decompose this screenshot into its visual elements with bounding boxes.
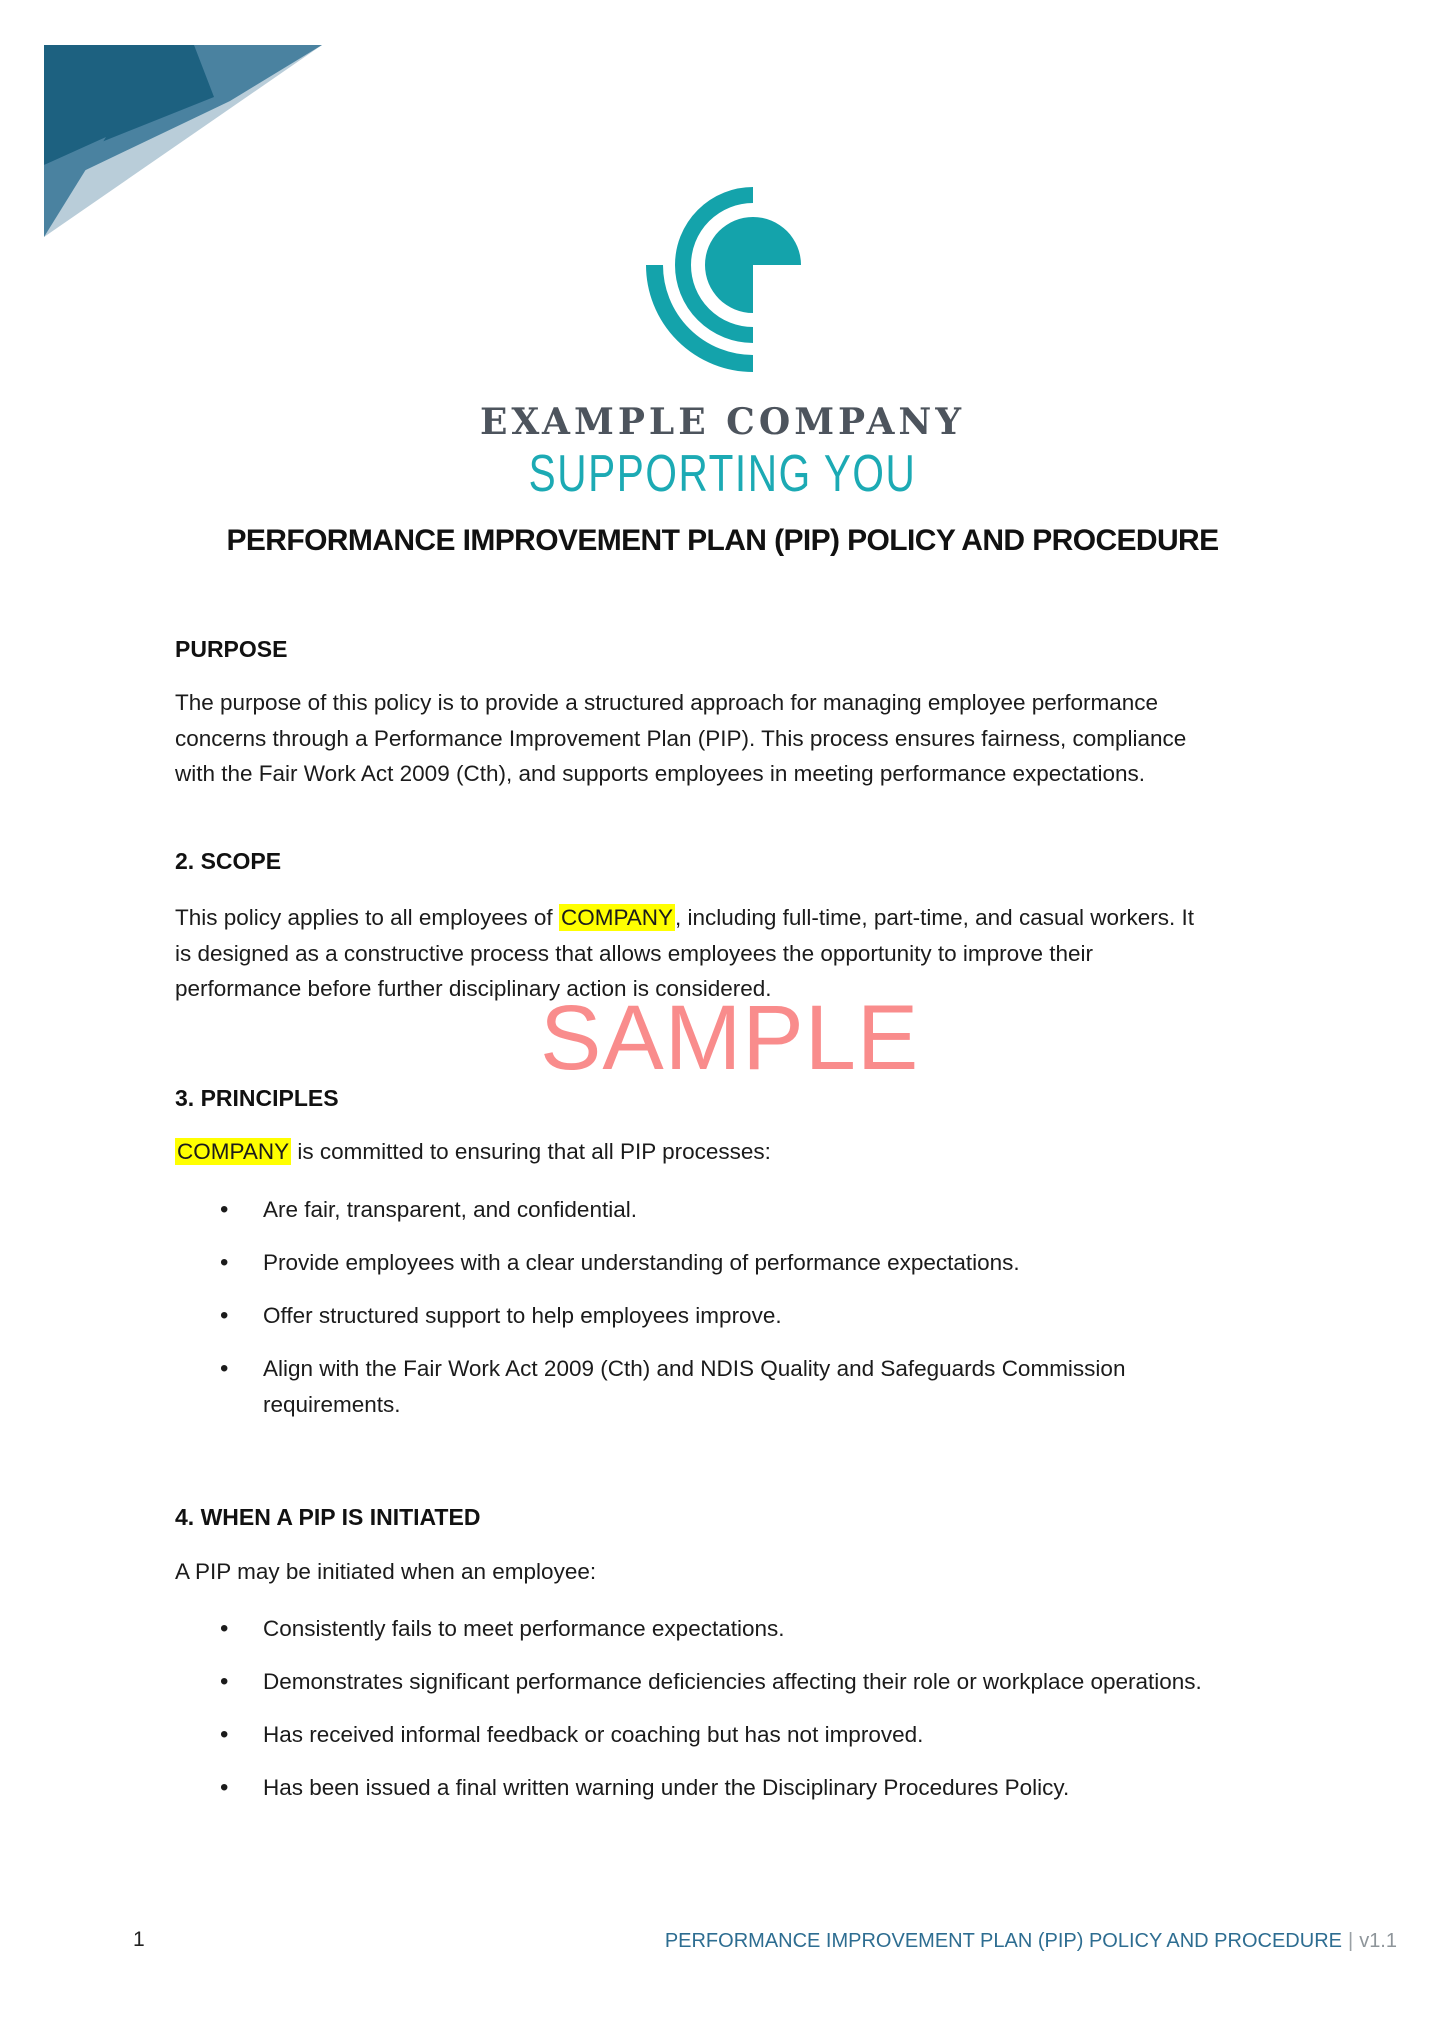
- list-item: • Are fair, transparent, and confidential.: [175, 1192, 1215, 1228]
- list-item: • Has received informal feedback or coaching but has not improved.: [175, 1717, 1215, 1753]
- company-tagline-wrap: [0, 445, 1445, 503]
- initiation-bullet-list: [175, 1611, 1215, 1823]
- footer-version: v1.1: [1359, 1930, 1397, 1952]
- initiation-heading: 4. WHEN A PIP IS INITIATED: [175, 1504, 481, 1530]
- list-item: • Has been issued a final written warning under the Disciplinary Procedures Policy.: [175, 1770, 1215, 1806]
- scope-text-after: , including full-time, part-time, and casual workers. It is designed as a constructive process that allows employees the opportunity to improve their performance before further disciplinary action is considered.: [175, 905, 1194, 1001]
- document-title: PERFORMANCE IMPROVEMENT PLAN (PIP) POLICY AND PROCEDURE: [226, 524, 1219, 557]
- list-item: • Align with the Fair Work Act 2009 (Cth) and NDIS Quality and Safeguards Commission requirements.: [175, 1351, 1215, 1422]
- sample-watermark: SAMPLE: [540, 987, 920, 1089]
- footer-document-title: PERFORMANCE IMPROVEMENT PLAN (PIP) POLICY AND PROCEDURE: [664, 1930, 1342, 1952]
- footer: [665, 1930, 1397, 1953]
- purpose-paragraph: The purpose of this policy is to provide a structured approach for managing employee performance concerns through a Performance Improvement Plan (PIP). This process ensures fairness, compliance with the Fair Work Act 2009 (Cth), and supports employees in meeting performance expectations.: [175, 690, 1187, 786]
- company-placeholder-highlight: COMPANY: [177, 1139, 290, 1164]
- principles-heading: 3. PRINCIPLES: [175, 1085, 339, 1111]
- company-placeholder-highlight: COMPANY: [560, 905, 674, 930]
- principles-bullet-list: [175, 1192, 1215, 1440]
- purpose-heading: PURPOSE: [175, 636, 288, 662]
- initiation-intro: A PIP may be initiated when an employee:: [175, 1559, 597, 1584]
- scope-heading: 2. SCOPE: [175, 848, 282, 874]
- principles-intro-text: is committed to ensuring that all PIP processes:: [291, 1139, 771, 1164]
- company-name: EXAMPLE COMPANY: [479, 401, 966, 443]
- principles-intro: [175, 1134, 1215, 1170]
- scope-text-before: This policy applies to all employees of: [175, 905, 559, 930]
- list-item: • Demonstrates significant performance deficiencies affecting their role or workplace operations.: [175, 1664, 1215, 1700]
- company-tagline: SUPPORTING YOU: [528, 445, 917, 503]
- company-logo-icon: [640, 182, 810, 382]
- list-item: • Consistently fails to meet performance expectations.: [175, 1611, 1215, 1647]
- list-item: • Provide employees with a clear understanding of performance expectations.: [175, 1245, 1215, 1281]
- footer-separator: |: [1347, 1930, 1354, 1952]
- corner-accent-graphic: [44, 45, 324, 240]
- list-item: • Offer structured support to help employees improve.: [175, 1298, 1215, 1334]
- footer-page-number: 1: [133, 1928, 145, 1951]
